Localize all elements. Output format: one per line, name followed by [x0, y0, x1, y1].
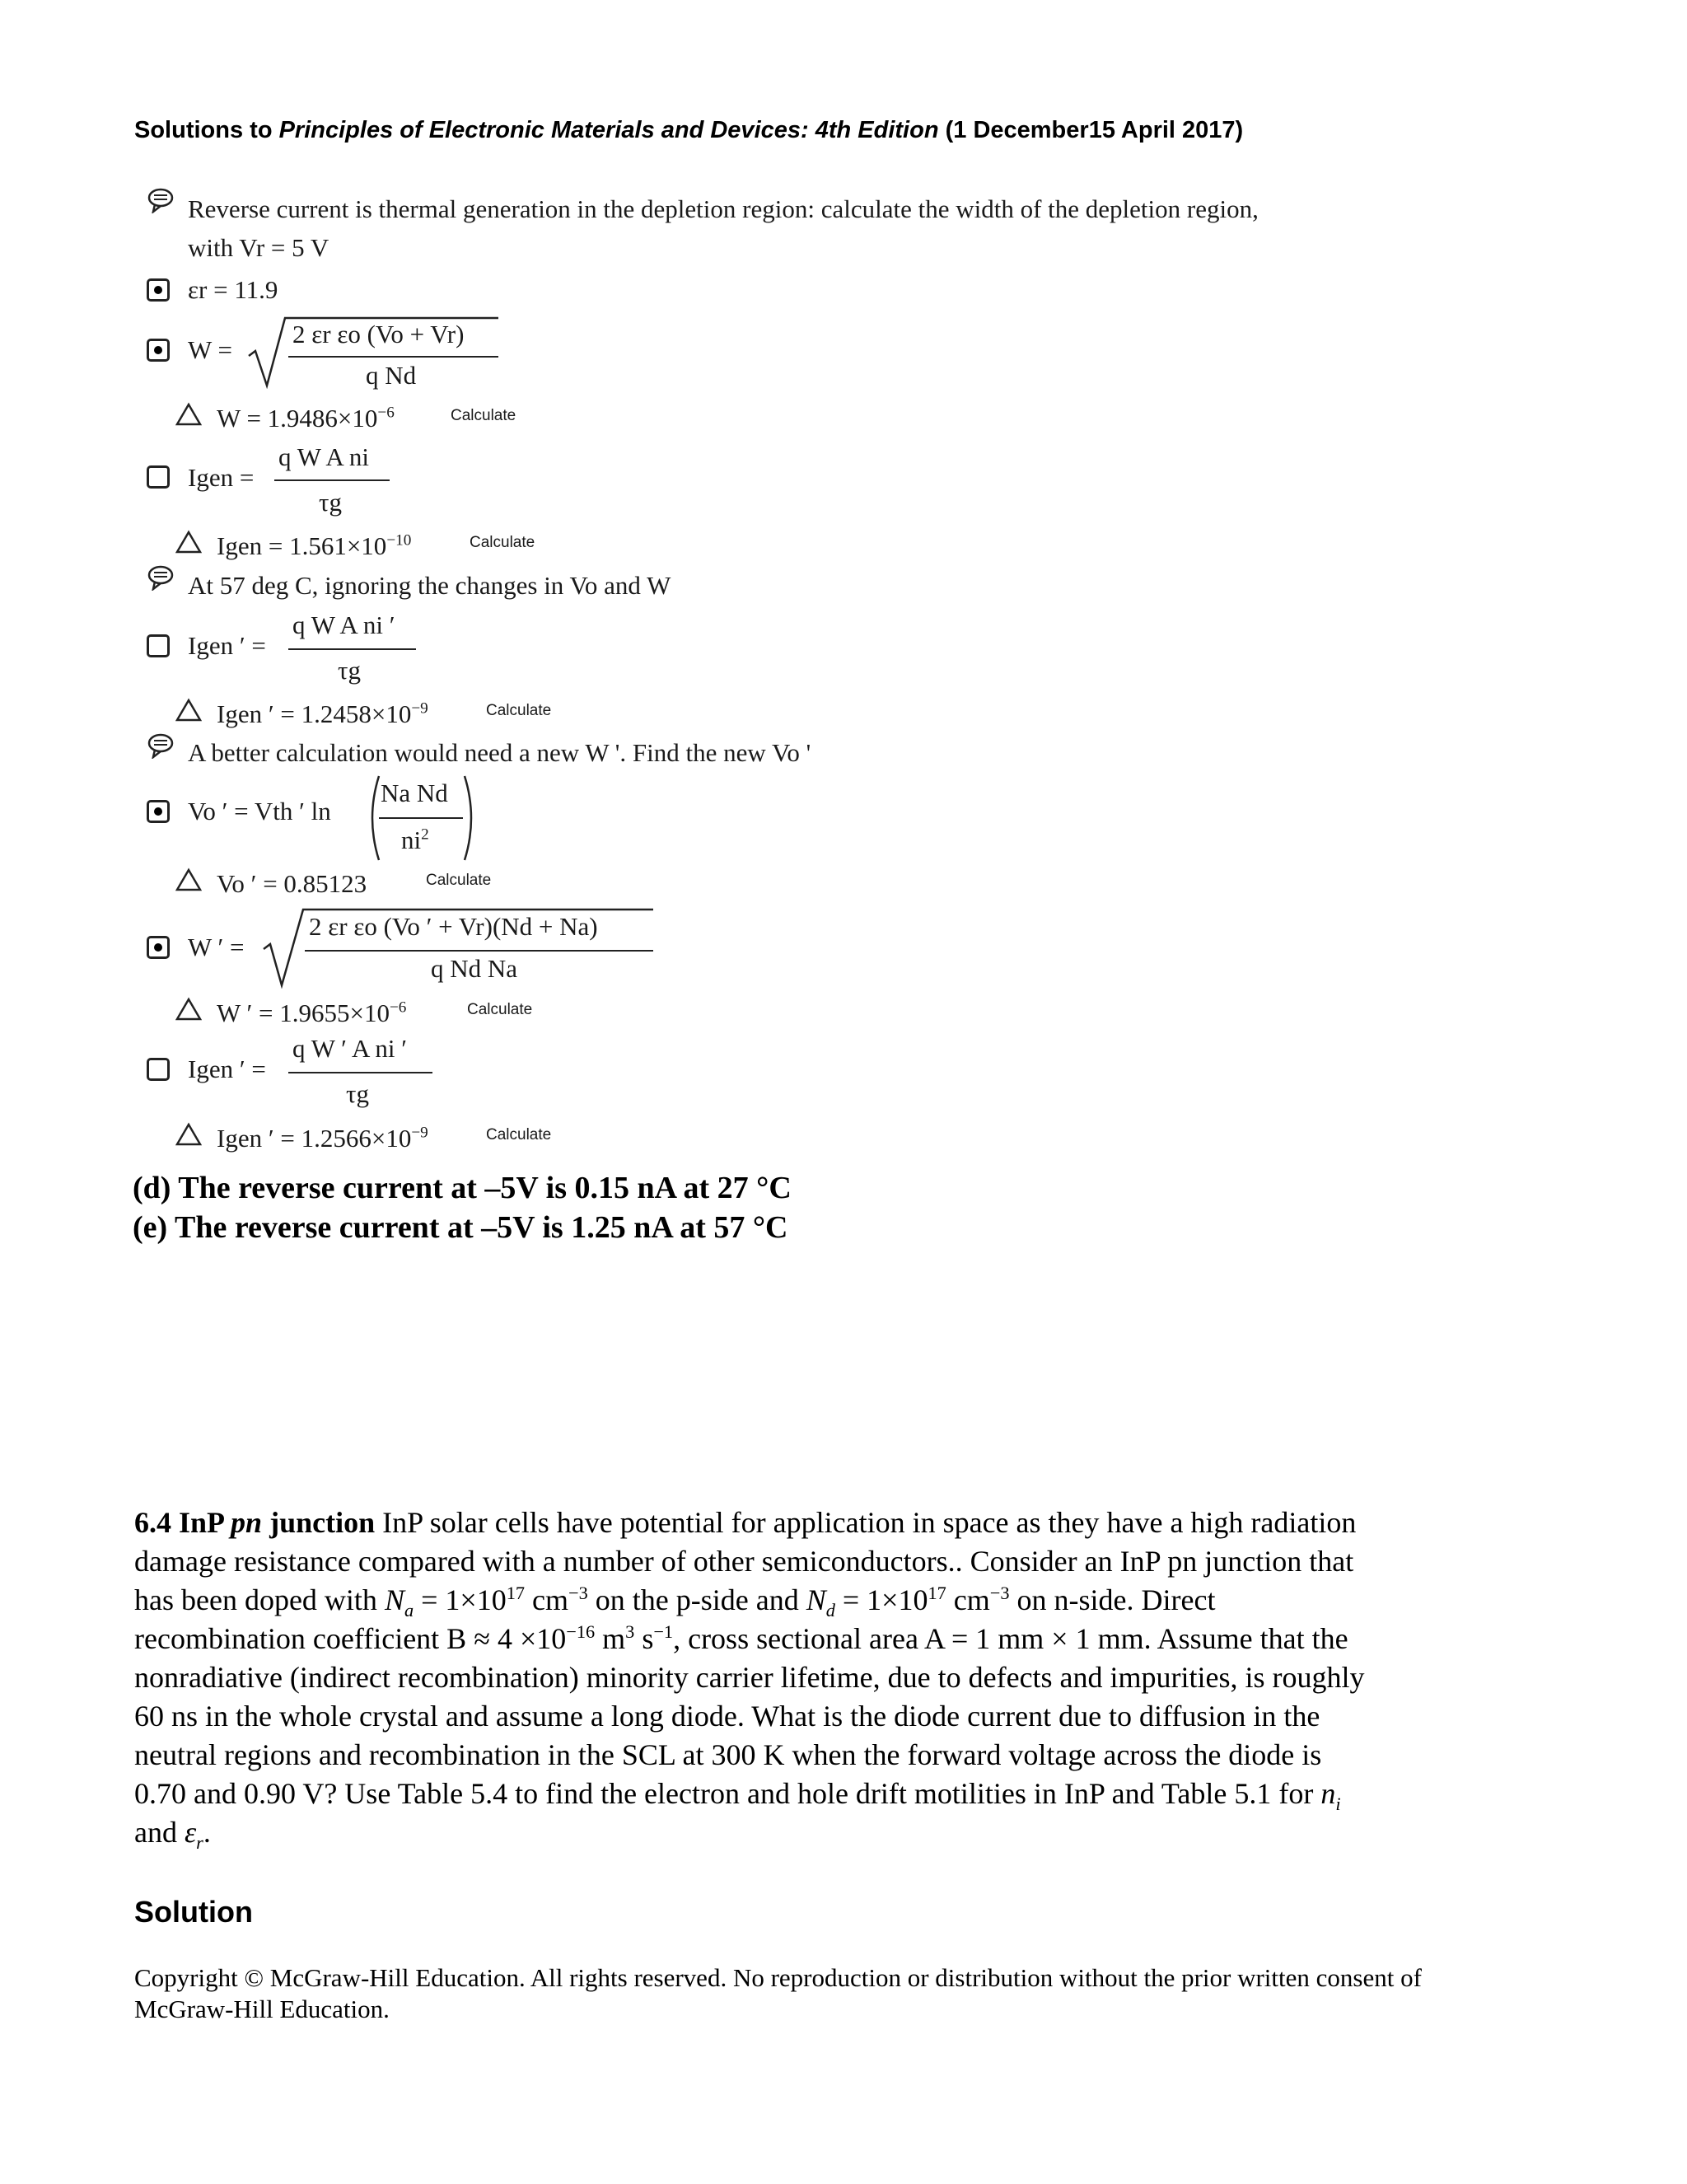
- comment-depletion: Reverse current is thermal generation in the depletion region: calculate the width of the depletion region,: [188, 194, 1259, 223]
- problem-line-6: 60 ns in the whole crystal and assume a long diode. What is the diode current due to diffusion in the: [134, 1700, 1320, 1733]
- calculate-button[interactable]: Calculate: [426, 872, 492, 889]
- igen-prime2-lhs: Igen ′ =: [188, 1055, 266, 1083]
- answer-d: (d) The reverse current at –5V is 0.15 nA at 27 °C: [133, 1171, 792, 1205]
- w-prime-result: W ′ = $1.9655\times 10^{-6}$: [217, 998, 407, 1027]
- solution-heading: Solution: [134, 1895, 253, 1929]
- comment-57-deg: At 57 deg C, ignoring the changes in Vo and W: [188, 571, 671, 600]
- comment-icon: [147, 187, 176, 213]
- region-checkbox[interactable]: [147, 800, 170, 823]
- region-checkbox[interactable]: [147, 1058, 170, 1081]
- result-triangle-icon: [175, 868, 202, 892]
- comment-better-calculation: A better calculation would need a new W '. Find the new Vo ': [188, 738, 811, 767]
- w-result: $W = 1.9486\times 10^{-6}$: [217, 404, 395, 433]
- copyright-footer: Copyright © McGraw-Hill Education. All rights reserved. No reproduction or distribution without the prior written consent of McGraw-Hill Education.: [134, 1963, 1422, 2023]
- comment-icon: [147, 732, 176, 759]
- problem-line-5: nonradiative (indirect recombination) minority carrier lifetime, due to defects and impurities, is roughly: [134, 1661, 1365, 1694]
- comment-icon: [147, 564, 176, 591]
- igen-prime2-result: Igen ′ = $1.2566\times 10^{-9}$: [217, 1124, 428, 1153]
- result-triangle-icon: [175, 997, 202, 1022]
- problem-line-2: damage resistance compared with a number of other semiconductors.. Consider an InP pn junction that: [134, 1545, 1354, 1578]
- result-triangle-icon: [175, 530, 202, 554]
- fraction-bar: [274, 479, 390, 481]
- calculate-button[interactable]: Calculate: [486, 1126, 552, 1143]
- igen-prime2-numerator: q W ′ A ni ′: [292, 1034, 408, 1063]
- fraction-bar: [288, 1072, 432, 1073]
- problem-line-8: 0.70 and 0.90 V? Use Table 5.4 to find the electron and hole drift motilities in InP and Table 5.1 for $n_i$: [134, 1777, 1341, 1815]
- problem-line-9: and $\varepsilon_r$.: [134, 1816, 211, 1854]
- region-checkbox[interactable]: [147, 465, 170, 489]
- problem-line-1: 6.4 InP pn junction InP solar cells have potential for application in space as they have a high radiation: [134, 1506, 1357, 1539]
- vo-prime-result: Vo ′ = 0.85123: [217, 869, 367, 898]
- answer-e: (e) The reverse current at –5V is 1.25 nA at 57 °C: [133, 1210, 788, 1245]
- vo-prime-lhs: Vo ′ = Vth ′ ln: [188, 797, 331, 825]
- igen-prime-result: Igen ′ = $1.2458\times 10^{-9}$: [217, 699, 428, 728]
- paren-right: [461, 773, 481, 863]
- region-checkbox[interactable]: [147, 278, 170, 302]
- igen-numerator: q W A ni: [278, 442, 369, 471]
- comment-depletion-line2: with Vr = 5 V: [188, 233, 329, 262]
- w-numerator: 2 εr εo (Vo + Vr): [292, 320, 465, 348]
- fraction-bar: [288, 356, 498, 358]
- igen-prime-numerator: q W A ni ′: [292, 610, 395, 639]
- book-title: Principles of Electronic Materials and Devices: 4th Edition: [278, 117, 939, 143]
- page-header: Solutions to Principles of Electronic Materials and Devices: 4th Edition (1 December15 April 2017): [134, 117, 1244, 143]
- igen-lhs: Igen =: [188, 463, 255, 492]
- fraction-bar: [379, 817, 463, 819]
- problem-line-3: has been doped with $N_a = 1\times 10^{17}$ $cm^{-3}$ on the p-side and $N_d = 1\times 10^{17}$ $cm^{-3}$ on n-side. Direct: [134, 1583, 1216, 1621]
- fraction-bar: [288, 648, 416, 650]
- igen-prime-lhs: Igen ′ =: [188, 631, 266, 660]
- vo-prime-numerator: Na Nd: [381, 779, 448, 807]
- w-lhs: W =: [188, 335, 232, 364]
- region-checkbox[interactable]: [147, 634, 170, 657]
- er-definition: εr = 11.9: [188, 275, 278, 304]
- result-triangle-icon: [175, 1122, 202, 1147]
- region-checkbox[interactable]: [147, 339, 170, 362]
- calculate-button[interactable]: Calculate: [467, 1001, 533, 1018]
- fraction-bar: [305, 950, 653, 952]
- igen-denominator: τg: [319, 488, 342, 517]
- w-prime-denominator: q Nd Na: [431, 954, 518, 983]
- calculate-button[interactable]: Calculate: [451, 407, 516, 424]
- igen-prime-denominator: τg: [338, 656, 361, 685]
- w-prime-lhs: W ′ =: [188, 933, 245, 961]
- problem-line-7: neutral regions and recombination in the SCL at 300 K when the forward voltage across the diode is: [134, 1738, 1322, 1771]
- problem-line-4: recombination coefficient $B \approx 4 \times 10^{-16}$ $m^3$ $s^{-1}$, cross sectional area A = 1 mm × 1 mm. Assume that the: [134, 1621, 1348, 1655]
- w-prime-numerator: 2 εr εo (Vo ′ + Vr)(Nd + Na): [309, 912, 598, 941]
- vo-prime-denominator: $ni^2$: [401, 825, 429, 854]
- w-denominator: q Nd: [366, 361, 417, 390]
- problem-statement: [134, 1504, 1365, 1852]
- result-triangle-icon: [175, 402, 202, 427]
- result-triangle-icon: [175, 698, 202, 723]
- calculate-button[interactable]: Calculate: [486, 702, 552, 719]
- igen-prime2-denominator: τg: [346, 1079, 369, 1108]
- calculate-button[interactable]: Calculate: [470, 534, 535, 551]
- igen-result: Igen = $1.561\times 10^{-10}$: [217, 531, 412, 560]
- region-checkbox[interactable]: [147, 936, 170, 959]
